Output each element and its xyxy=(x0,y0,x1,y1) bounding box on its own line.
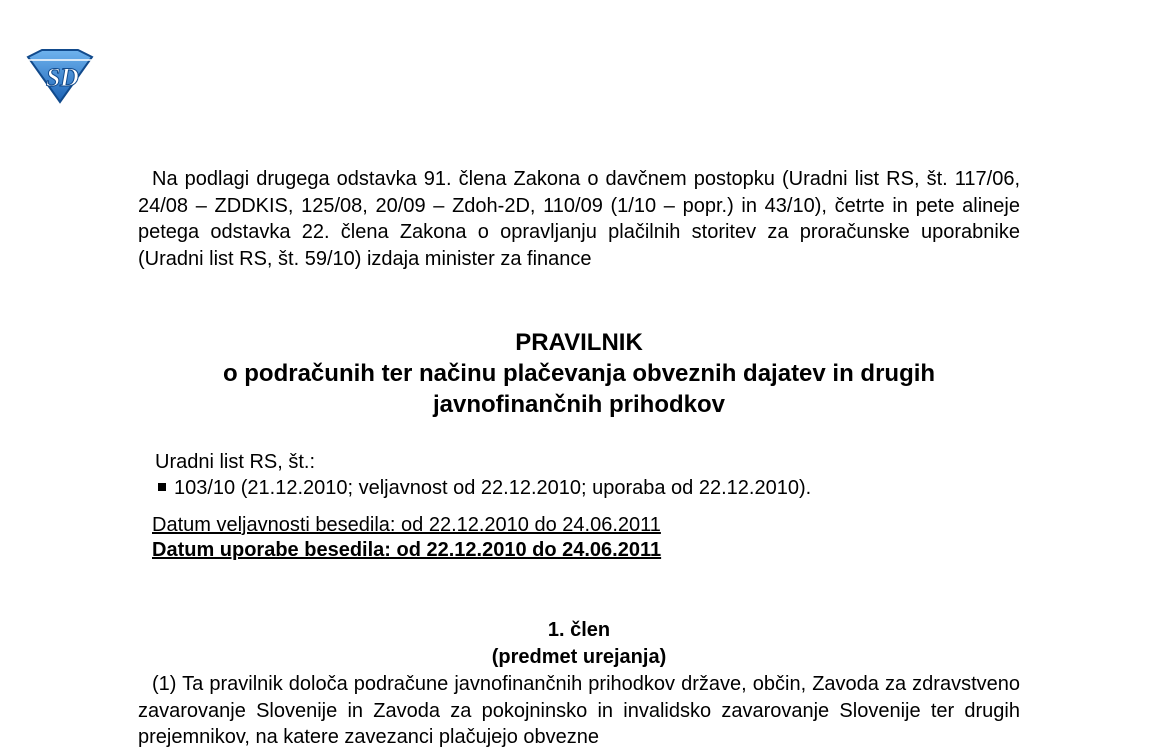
article-number: 1. člen xyxy=(547,619,611,641)
application-date: Datum uporabe besedila: od 22.12.2010 do 24.06.2011 xyxy=(152,539,662,561)
svg-text:D: D xyxy=(60,63,79,92)
text-dates xyxy=(152,513,661,563)
sd-logo-icon xyxy=(22,48,96,104)
regulation-title xyxy=(138,327,1020,420)
article-paragraph: (1) Ta pravilnik določa podračune javnofinančnih prihodkov države, občin, Zavoda za zdravstveno zavarovanje Slovenije in Zavoda za pokojninsko in invalidsko zavarovanje Slovenije ter drugih prejemnikov, na katere zavezanci plačujejo obvezne xyxy=(138,673,1020,748)
title-line-1: PRAVILNIK xyxy=(515,329,643,356)
article-heading xyxy=(138,617,1020,671)
bullet-icon xyxy=(158,483,166,491)
title-line-3: javnofinančnih prihodkov xyxy=(432,391,726,418)
preamble-paragraph: Na podlagi drugega odstavka 91. člena Zakona o davčnem postopku (Uradni list RS, št. 117/06, 24/08 – ZDDKIS, 125/08, 20/09 – Zdoh-2D, 110/09 (1/10 – popr.) in 43/10), četrte in pete alineje petega odstavka 22. člena Zakona o opravljanju plačilnih storitev za proračunske uporabnike (Uradni list RS, št. 59/10) izdaja minister za finance xyxy=(138,168,1020,270)
validity-date: Datum veljavnosti besedila: od 22.12.2010 do 24.06.2011 xyxy=(152,514,661,536)
gazette-entry-text: 103/10 (21.12.2010; veljavnost od 22.12.2010; uporaba od 22.12.2010). xyxy=(174,477,812,499)
article-subject: (predmet urejanja) xyxy=(491,646,667,668)
gazette-entry xyxy=(155,475,811,501)
gazette-info xyxy=(155,449,811,501)
gazette-label: Uradni list RS, št.: xyxy=(155,451,316,473)
title-line-2: o podračunih ter načinu plačevanja obveznih dajatev in drugih xyxy=(222,360,936,387)
svg-text:S: S xyxy=(46,63,61,92)
